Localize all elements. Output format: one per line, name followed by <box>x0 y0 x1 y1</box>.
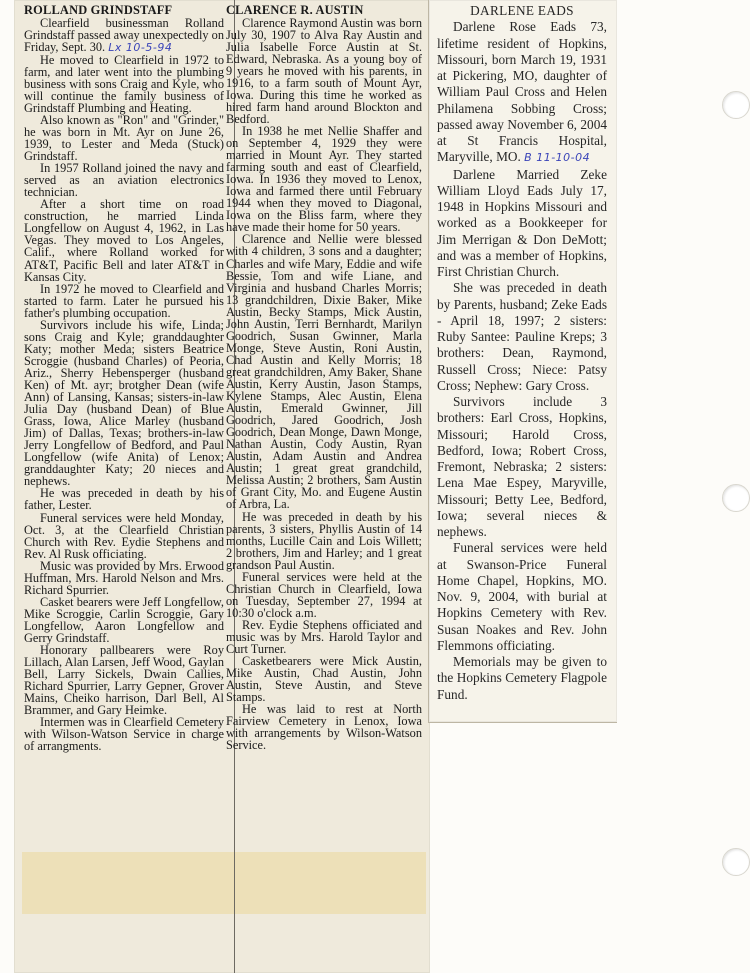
obituary-paragraph: Casket bearers were Jeff Longfellow, Mike Scroggie, Carlin Scroggie, Gary Longfellow, Aaron Longfellow and Gerry Grindstaff. <box>24 594 224 645</box>
obituary-paragraph: In 1957 Rolland joined the navy and served as an aviation electronics technician. <box>24 161 224 200</box>
obituary-paragraph: Darlene Rose Eads 73, lifetime resident of Hopkins, Missouri, born March 19, 1931 at Pickering, MO, daughter of William Paul Cross and Helen Philamena Sobbing Cross; passed away November 6, 2004 at St Francis Hospital, Maryville, MO. B 11-10-04 <box>437 19 607 165</box>
handwritten-date: Lx 10-5-94 <box>108 40 173 54</box>
obituary-paragraph: In 1938 he met Nellie Shaffer and on September 4, 1929 they were married in Mount Ayr. They started farming south and east of Clearfield, Iowa. In 1936 they moved to Lenox, Iowa and farmed there until February 1944 when they moved to Diagonal, Iowa on the Bliss farm, where they have made their home for 50 years. <box>226 124 422 235</box>
obituary-title: CLARENCE R. AUSTIN <box>226 3 364 17</box>
obituary-rolland-grindstaff <box>24 4 224 752</box>
newspaper-clipping-left <box>14 0 430 973</box>
tape-highlight <box>22 852 426 914</box>
obituary-paragraph: Funeral services were held at the Christian Church in Clearfield, Iowa on Tuesday, September 27, 1994 at 10:30 o'clock a.m. <box>226 569 422 620</box>
obituary-paragraph: Funeral services were held at Swanson-Price Funeral Home Chapel, Hopkins, MO. Nov. 9, 2004, with burial at Hopkins Cemetery with Rev. Susan Noakes and Rev. John Flemmons officiating. <box>437 540 607 653</box>
obituary-title: ROLLAND GRINDSTAFF <box>24 3 173 17</box>
obituary-title: DARLENE EADS <box>470 3 574 18</box>
obituary-paragraph: He moved to Clearfield in 1972 to farm, and later went into the plumbing business with sons Craig and Kyle, who will continue the family business of Grindstaff Plumbing and Heating. <box>24 52 224 115</box>
obituary-paragraph: Darlene Married Zeke William Lloyd Eads July 17, 1948 in Hopkins Missouri and worked as a Bookkeeper for Jim Merrigan & Don DeMott; and was a member of Hopkins, First Christian Church. <box>437 166 607 279</box>
obituary-paragraph: Funeral services were held Monday, Oct. 3, at the Clearfield Christian Church with Rev. Eydie Stephens and Rev. Al Rusk officiating. <box>24 510 224 561</box>
binder-hole-top <box>722 91 750 119</box>
obituary-paragraph: Clarence Raymond Austin was born July 30, 1907 to Alva Ray Austin and Julia Isabelle Force Austin at St. Edward, Nebraska. As a young boy of 9 years he moved with his parents, in 1916, to a farm south of Mount Ayr, Iowa. During this time he worked as hired farm hand around Blockton and Bedford. <box>226 15 422 126</box>
obituary-paragraph: Casketbearers were Mick Austin, Mike Austin, Chad Austin, John Austin, Steve Austin, and Steve Stamps. <box>226 654 422 705</box>
binder-hole-bottom <box>722 848 750 876</box>
obituary-paragraph: He was laid to rest at North Fairview Cemetery in Lenox, Iowa with arrangements by Wilson-Watson Service. <box>226 702 422 753</box>
obituary-paragraph: Also known as "Ron" and "Grinder," he was born in Mt. Ayr on June 26, 1939, to Lester and Meda (Stuck) Grindstaff. <box>24 112 224 164</box>
obituary-paragraph: Rev. Eydie Stephens officiated and music was by Mrs. Harold Taylor and Curt Turner. <box>226 617 422 657</box>
obituary-paragraph: Memorials may be given to the Hopkins Cemetery Flagpole Fund. <box>437 654 607 702</box>
obituary-paragraph: He was preceded in death by his father, Lester. <box>24 486 224 513</box>
obituary-paragraph: He was preceded in death by his parents, 3 sisters, Phyllis Austin of 14 months, Lucille Cain and Lois Willett; 2 brothers, Jim and Harley; and 1 great grandson Paul Austin. <box>226 509 422 572</box>
binder-hole-middle <box>722 484 750 512</box>
obituary-paragraph: She was preceded in death by Parents, husband; Zeke Eads - April 18, 1997; 2 sisters: Ruby Santee: Pauline Kreps; 3 brothers: Dean, Raymond, Russell Cross; Niece: Patsy Cross; Nephew: Gary Cross. <box>437 280 607 393</box>
obituary-paragraph: Music was provided by Mrs. Erwood Huffman, Mrs. Harold Nelson and Mrs. Richard Spurrier. <box>24 558 224 597</box>
obituary-paragraph: Honorary pallbearers were Roy Lillach, Alan Larsen, Jeff Wood, Gaylan Bell, Larry Sickels, Dwain Callies, Richard Spurrier, Larry Gepner, Grover Mains, Cheiko harrison, Darl Bell, Al Brammer, and Gary Heimke. <box>24 643 224 718</box>
obituary-clarence-austin <box>226 4 422 751</box>
obituary-paragraph: In 1972 he moved to Clearfield and started to farm. Later he pursued his father's plumbing occupation. <box>24 281 224 320</box>
obituary-paragraph: Survivors include his wife, Linda; sons Craig and Kyle; granddaughter Katy; mother Meda; sisters Beatrice Scroggie (husband Charles) of Peoria, Ariz., Sherry Hebensperger (husband Ken) of Mt. ayr; brotgher Dean (wife Ann) of Lansing, Kansas; sisters-in-law Julia Day (husband Dean) of Blue Grass, Iowa, Alice Marley (husband Jim) of Dallas, Texas; brothers-in-law Jerry Longfellow of Bedford, and Paul Longfellow (wife Anita) of Lenox; granddaughter Katy; 20 nieces and nephews. <box>24 317 224 489</box>
obituary-paragraph: After a short time on road construction, he married Linda Longfellow on August 4, 1962, in Las Vegas. They moved to Los Angeles, Calif., where Rolland worked for AT&T, Pacific Bell and later AT&T in Kansas City. <box>24 197 224 284</box>
obituary-darlene-eads <box>437 3 607 703</box>
obituary-paragraph: Clarence and Nellie were blessed with 4 children, 3 sons and a daughter; Charles and wife Mary, Eddie and wife Bessie, Tom and wife Liane, and Virginia and husband Charles Morris; 13 grandchildren, Dixie Baker, Mike Austin, Becky Stamps, Mick Austin, John Austin, Terri Bernhardt, Marilyn Goodrich, Susan Gwinner, Marla Monge, Steve Austin, Roni Austin, Chad Austin and Kelly Morris; 18 great grandchildren, Amy Baker, Shane Austin, Kerry Austin, Jason Stamps, Kylene Stamps, Alec Austin, Elena Austin, Emerald Gwinner, Jill Goodrich, Jared Goodrich, Josh Goodrich, Dean Monge, Dawn Monge, Nathan Austin, Cody Austin, Ryan Austin, Adam Austin and Andrea Austin; 1 great great grandchild, Melissa Austin; 2 brothers, Sam Austin of Grant City, Mo. and Eugene Austin of Arbra, La. <box>226 232 422 512</box>
obituary-paragraph: Intermen was in Clearfield Cemetery with Wilson-Watson Service in charge of arrangments. <box>24 715 224 754</box>
obituary-paragraph: Clearfield businessman Rolland Grindstaff passed away unexpectedly on Friday, Sept. 30. Lx 10-5-94 <box>24 15 224 54</box>
handwritten-date: B 11-10-04 <box>524 151 591 165</box>
newspaper-clipping-right <box>428 0 617 723</box>
obituary-paragraph: Survivors include 3 brothers: Earl Cross, Hopkins, Missouri; Harold Cross, Bedford, Iowa; Robert Cross, Fremont, Nebraska; 2 sisters: Lena Mae Espey, Maryville, Missouri; Betty Lee, Bedford, Iowa; several nieces & nephews. <box>437 394 607 539</box>
